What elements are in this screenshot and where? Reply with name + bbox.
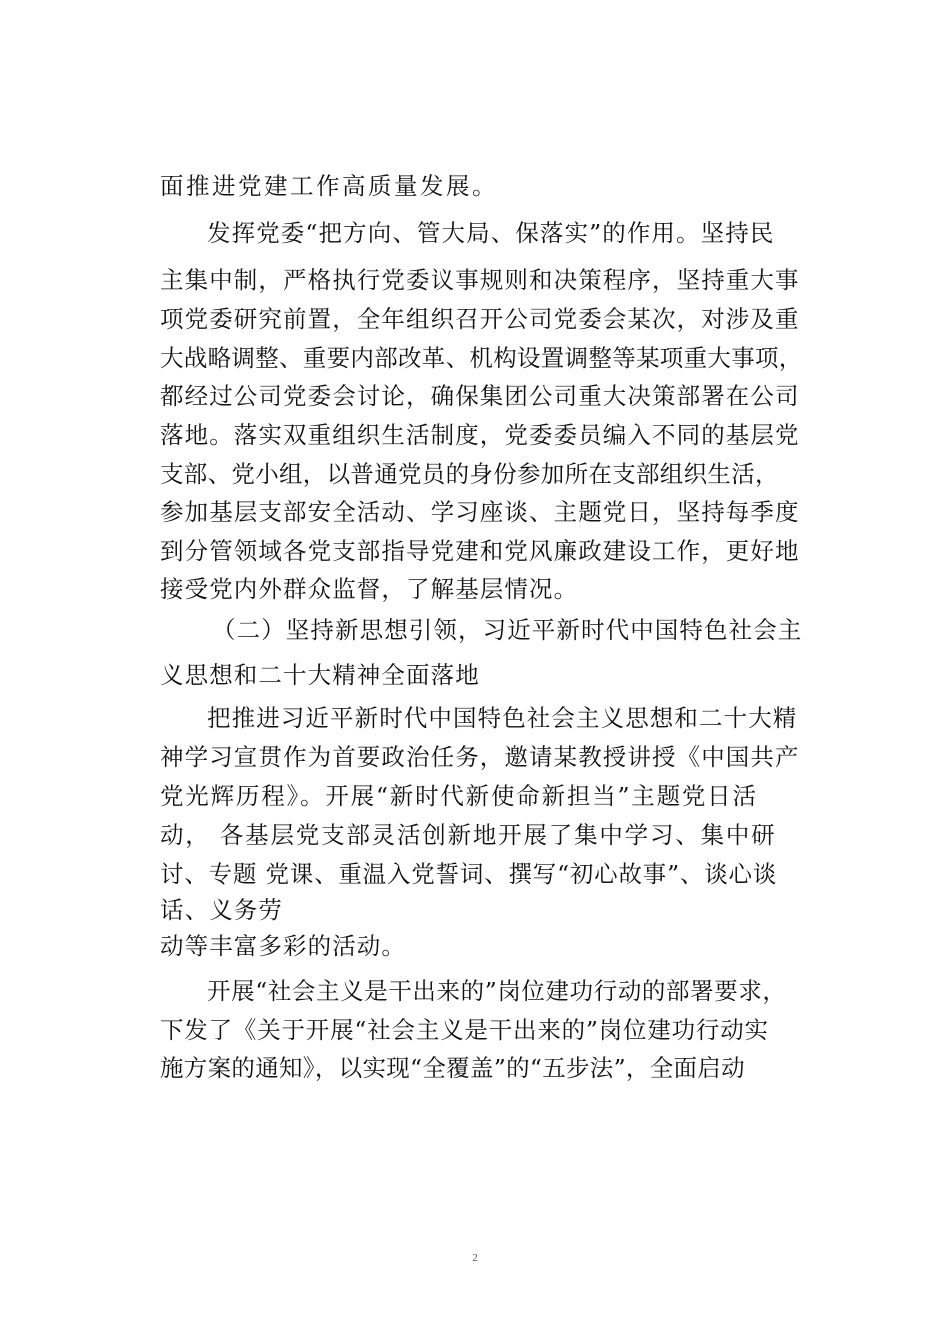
text-line-content: 动， 各基层党支部灵活创新地开展了集中学习、集中研	[160, 821, 777, 849]
text-line	[0, 416, 950, 454]
text-line-content: 话、义务劳	[160, 896, 283, 924]
text-line-content: 下发了《关于开展“社会主义是干出来的”岗位建功行动实	[160, 1016, 769, 1044]
text-line-content: 主集中制，严格执行党委议事规则和决策程序，坚持重大事	[160, 266, 800, 294]
text-line	[0, 891, 950, 929]
text-line-content: 开展“社会主义是干出来的”岗位建功行动的部署要求，	[207, 977, 787, 1005]
text-line	[0, 532, 950, 570]
text-line-content: 支部、党小组，以普通党员的身份参加所在支部组织生活，	[160, 460, 779, 488]
text-line	[0, 570, 950, 608]
text-line-content: 把推进习近平新时代中国特色社会主义思想和二十大精	[207, 704, 798, 732]
section-heading	[0, 656, 950, 694]
text-line-content: 大战略调整、重要内部改革、机构设置调整等某项重大事项，	[160, 344, 803, 372]
text-line-content: 都经过公司党委会讨论，确保集团公司重大决策部署在公司	[160, 382, 800, 410]
text-line	[0, 300, 950, 338]
text-line	[0, 261, 950, 299]
text-line	[0, 214, 950, 252]
text-line	[0, 339, 950, 377]
text-line-content: 参加基层支部安全活动、学习座谈、主题党日，坚持每季度	[160, 498, 800, 526]
page-number: 2	[472, 1252, 478, 1264]
section-heading-line: 义思想和二十大精神全面落地	[160, 661, 480, 689]
text-line-content: 动等丰富多彩的活动。	[160, 932, 406, 960]
text-line-content: 党光辉历程》。开展“新时代新使命新担当”主题党日活	[160, 782, 758, 810]
text-line-content: 讨、专题 党课、重温入党誓词、撰写“初心故事”、谈心谈	[160, 860, 778, 888]
text-line	[0, 927, 950, 965]
text-line	[0, 972, 950, 1010]
text-line	[0, 1011, 950, 1049]
text-line	[0, 377, 950, 415]
text-line-content: 发挥党委“把方向、管大局、保落实”的作用。坚持民	[207, 219, 775, 247]
section-heading	[0, 611, 950, 649]
section-heading-line: （二）坚持新思想引领，习近平新时代中国特色社会主	[212, 616, 803, 644]
text-line-content: 到分管领域各党支部指导党建和党风廉政建设工作，更好地	[160, 537, 800, 565]
text-line	[0, 493, 950, 531]
text-line-content: 施方案的通知》，以实现“全覆盖”的“五步法”，全面启动	[160, 1054, 745, 1082]
text-line-content: 神学习宣贯作为首要政治任务，邀请某教授讲授《中国共产	[160, 743, 800, 771]
text-line-content: 项党委研究前置，全年组织召开公司党委会某次，对涉及重	[160, 305, 800, 333]
text-line	[0, 1049, 950, 1087]
text-line-content: 接受党内外群众监督，了解基层情况。	[160, 575, 579, 603]
text-line-content: 落地。落实双重组织生活制度，党委委员编入不同的基层党	[160, 421, 800, 449]
text-line	[0, 455, 950, 493]
text-line	[0, 699, 950, 737]
text-line	[0, 855, 950, 893]
text-line	[0, 738, 950, 776]
text-line	[0, 777, 950, 815]
text-line-content: 面推进党建工作高质量发展。	[160, 172, 498, 200]
text-line	[0, 816, 950, 854]
text-line	[0, 167, 950, 205]
